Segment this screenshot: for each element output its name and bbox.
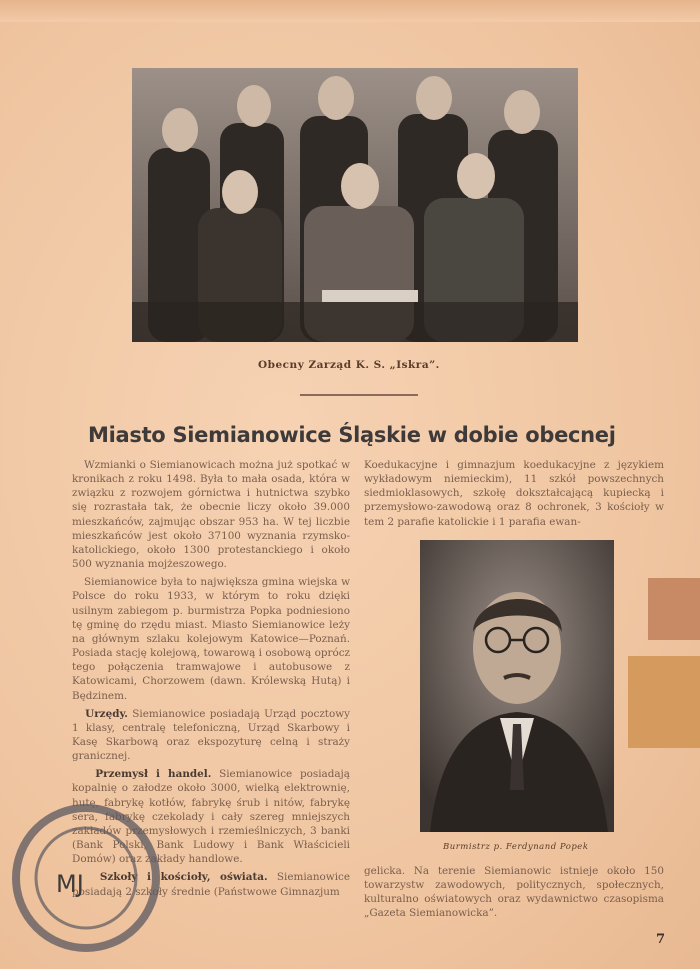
paper-label-patch [628,656,700,748]
section-text-industry: Siemianowice posiadają kopalnię o załodze około 3000, wielką elektrownię, hutę, fabrykę kotłów, fabrykę śrub i nitów, fabrykę sera, fabrykę czekolady i cały szereg mniejszych zakładów przemysłowych i rzemieślniczych, 3 banki (Bank Polski, Bank Ludowy i Bank Właścicieli Domów) oraz zakłady handlowe. [72,768,350,866]
paragraph-town-status: Siemianowice była to największa gmina wiejska w Polsce do roku 1933, w którym to roku dzięki usilnym zabiegom p. burmistrza Popka podniesiono tę gminę do rzędu miast. Miasto Siemianowice leży na głównym szlaku kolejowym Katowice—Poznań. Posiada stację kolejową, towarową i osobową oprócz tego połączenia tramwajowe i autobusowe z Katowicami, Chorzowem (dawn. Królewską Hutą) i Będzinem. [72,576,350,702]
portrait-photo [420,540,614,832]
section-heading-industry: Przemysł i handel. [95,768,212,781]
article-title: Miasto Siemianowice Śląskie w dobie obecnej [88,423,616,447]
portrait-caption: Burmistrz p. Ferdynand Popek [443,842,589,852]
group-photo [132,68,578,342]
article-column-right-top [364,458,664,533]
paragraph-associations: gelicka. Na terenie Siemianowic istnieje około 150 towarzystw zawodowych, politycznych, społecznych, kulturalno oświatowych oraz wydawnictwo czasopisma „Gazeta Siemianowicka”. [364,865,664,920]
library-stamp [8,800,164,956]
page-number: 7 [656,932,666,947]
section-heading-offices: Urzędy. [85,707,128,720]
section-text-offices: Siemianowice posiadają Urząd pocztowy 1 klasy, centralę telefoniczną, Urząd Skarbowy i Kasę Skarbową oraz ekspozyturę celną i straży granicznej. [72,707,350,763]
paper-tape-patch [648,578,700,640]
page-fold-shadow [0,0,700,22]
divider-rule [300,394,418,396]
paragraph-history: Wzmianki o Siemianowicach można już spotkać w kronikach z roku 1498. Była to mała osada, która w związku z rozwojem górnictwa i hutnictwa szybko się rozrastała tak, że obecnie liczy około 39.000 mieszkańców, zajmując obszar 953 ha. W tej liczbie mieszkańców jest około 37100 wyznania rzymsko-katolickiego, około 1300 protestanckiego i około 500 wyznania mojżeszowego. [72,459,350,571]
paragraph-schools-continued: Koedukacyjne i gimnazjum koedukacyjne z językiem wykładowym niemieckim), 11 szkół powszechnych siedmioklasowych, szkołę dokształcającą kupiecką i przemysłowo-zawodową oraz 8 ochronek, 3 kościoły w tem 2 parafie katolickie i 1 parafia ewan- [364,459,664,528]
section-heading-schools: Szkoły i kościoły, oświata. [99,871,268,884]
group-photo-caption: Obecny Zarząd K. S. „Iskra”. [258,359,440,371]
stamp-monogram: MJ [56,870,84,898]
section-text-schools: Siemianowice posiadają 2 szkoły średnie (Państwowe Gimnazjum [72,871,350,898]
article-column-right-bottom [364,864,664,925]
section-offices [72,707,350,764]
